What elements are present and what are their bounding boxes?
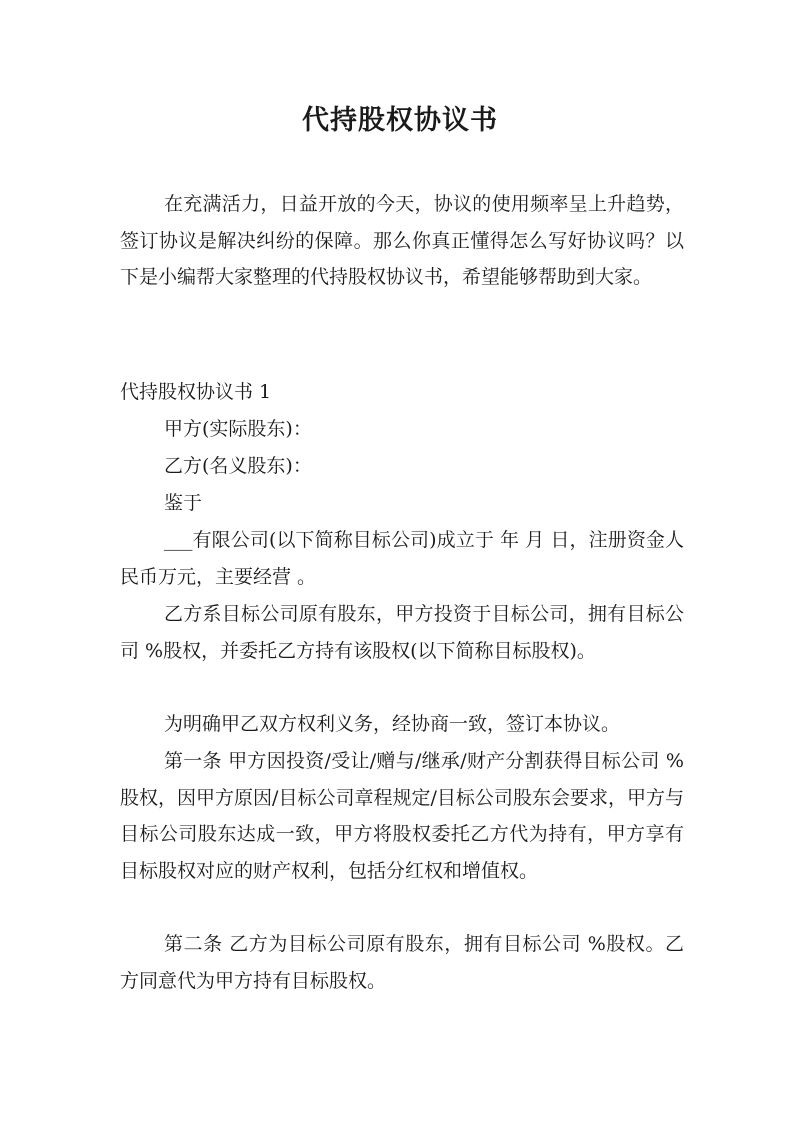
company-clause: ___有限公司(以下简称目标公司)成立于 年 月 日，注册资金人民币万元，主要经营 。 <box>120 529 684 588</box>
party-a-line: 甲方(实际股东)： <box>164 418 312 440</box>
intro-paragraph: 在充满活力，日益开放的今天，协议的使用频率呈上升趋势，签订协议是解决纠纷的保障。那么你真正懂得怎么写好协议吗？以下是小编帮大家整理的代持股权协议书，希望能够帮助到大家。 <box>120 193 684 288</box>
article-1: 第一条 甲方因投资/受让/赠与/继承/财产分割获得目标公司 %股权，因甲方原因/目标公司章程规定/目标公司股东会要求，甲方与目标公司股东达成一致，甲方将股权委托乙方代为持有，甲方享有目标股权对应的财产权利，包括分红权和增值权。 <box>120 750 684 882</box>
section-heading: 代持股权协议书 1 <box>120 381 272 403</box>
shareholding-clause: 乙方系目标公司原有股东，甲方投资于目标公司，拥有目标公司 %股权，并委托乙方持有该股权(以下简称目标股权)。 <box>120 603 684 662</box>
article-2: 第二条 乙方为目标公司原有股东，拥有目标公司 %股权。乙方同意代为甲方持有目标股权。 <box>120 933 684 992</box>
party-b-line: 乙方(名义股东)： <box>164 455 312 477</box>
purpose-clause: 为明确甲乙双方权利义务，经协商一致，签订本协议。 <box>164 713 621 735</box>
whereas-line: 鉴于 <box>164 492 203 514</box>
document-title: 代持股权协议书 <box>302 105 498 136</box>
